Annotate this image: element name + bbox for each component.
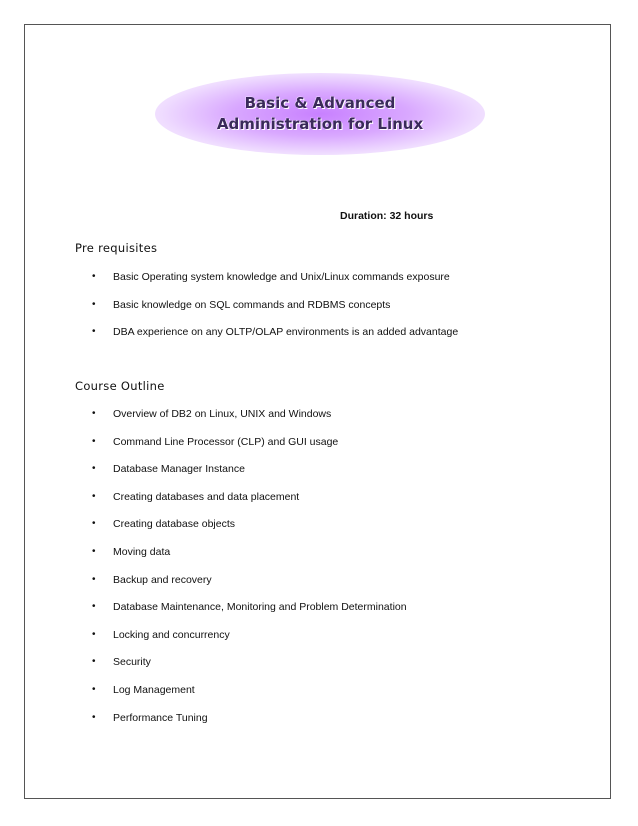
bullet-icon: • bbox=[92, 271, 96, 282]
list-item bbox=[92, 600, 407, 628]
list-item bbox=[92, 683, 407, 711]
bullet-icon: • bbox=[92, 326, 96, 338]
list-item-text: Backup and recovery bbox=[113, 573, 212, 586]
list-item-text: Basic knowledge on SQL commands and RDBMS concepts bbox=[113, 298, 391, 311]
bullet-icon: • bbox=[92, 435, 96, 447]
list-item-text: Security bbox=[113, 656, 151, 669]
list-item bbox=[92, 435, 407, 463]
bullet-icon: • bbox=[92, 545, 96, 557]
list-item bbox=[92, 298, 458, 326]
bullet-icon: • bbox=[92, 628, 96, 640]
course-outline-list bbox=[92, 407, 407, 738]
list-item bbox=[92, 573, 407, 601]
list-item bbox=[92, 490, 407, 518]
list-item bbox=[92, 517, 407, 545]
list-item-text: Creating databases and data placement bbox=[113, 490, 300, 503]
bullet-icon: • bbox=[92, 408, 96, 419]
list-item-text: Performance Tuning bbox=[113, 711, 208, 724]
course-outline-heading: Course Outline bbox=[75, 379, 165, 393]
list-item bbox=[92, 325, 458, 353]
list-item-text: Locking and concurrency bbox=[113, 628, 230, 641]
bullet-icon: • bbox=[92, 656, 96, 668]
bullet-icon: • bbox=[92, 298, 96, 310]
prerequisites-heading: Pre requisites bbox=[75, 241, 158, 255]
list-item-text: Moving data bbox=[113, 545, 171, 558]
title-banner bbox=[155, 73, 485, 155]
bullet-icon: • bbox=[92, 711, 96, 723]
list-item-text: Database Maintenance, Monitoring and Problem Determination bbox=[113, 601, 407, 614]
list-item-text: DBA experience on any OLTP/OLAP environments is an added advantage bbox=[113, 326, 459, 339]
bullet-icon: • bbox=[92, 601, 96, 613]
bullet-icon: • bbox=[92, 490, 96, 502]
list-item-text: Log Management bbox=[113, 683, 195, 696]
list-item bbox=[92, 628, 407, 656]
bullet-icon: • bbox=[92, 463, 96, 475]
list-item bbox=[92, 270, 458, 298]
list-item-text: Basic Operating system knowledge and Unix/Linux commands exposure bbox=[113, 271, 450, 283]
course-duration: Duration: 32 hours bbox=[340, 210, 434, 222]
list-item bbox=[92, 655, 407, 683]
bullet-icon: • bbox=[92, 518, 96, 530]
bullet-icon: • bbox=[92, 573, 96, 585]
list-item-text: Database Manager Instance bbox=[113, 463, 245, 476]
list-item bbox=[92, 407, 407, 435]
list-item bbox=[92, 711, 407, 739]
title-line-2: Administration for Linux bbox=[216, 115, 424, 133]
list-item bbox=[92, 545, 407, 573]
prerequisites-list bbox=[92, 270, 458, 353]
bullet-icon: • bbox=[92, 683, 96, 695]
list-item bbox=[92, 462, 407, 490]
list-item-text: Command Line Processor (CLP) and GUI usage bbox=[113, 435, 339, 448]
list-item-text: Creating database objects bbox=[113, 518, 235, 531]
list-item-text: Overview of DB2 on Linux, UNIX and Windows bbox=[113, 408, 332, 420]
title-line-1: Basic & Advanced bbox=[244, 94, 396, 112]
